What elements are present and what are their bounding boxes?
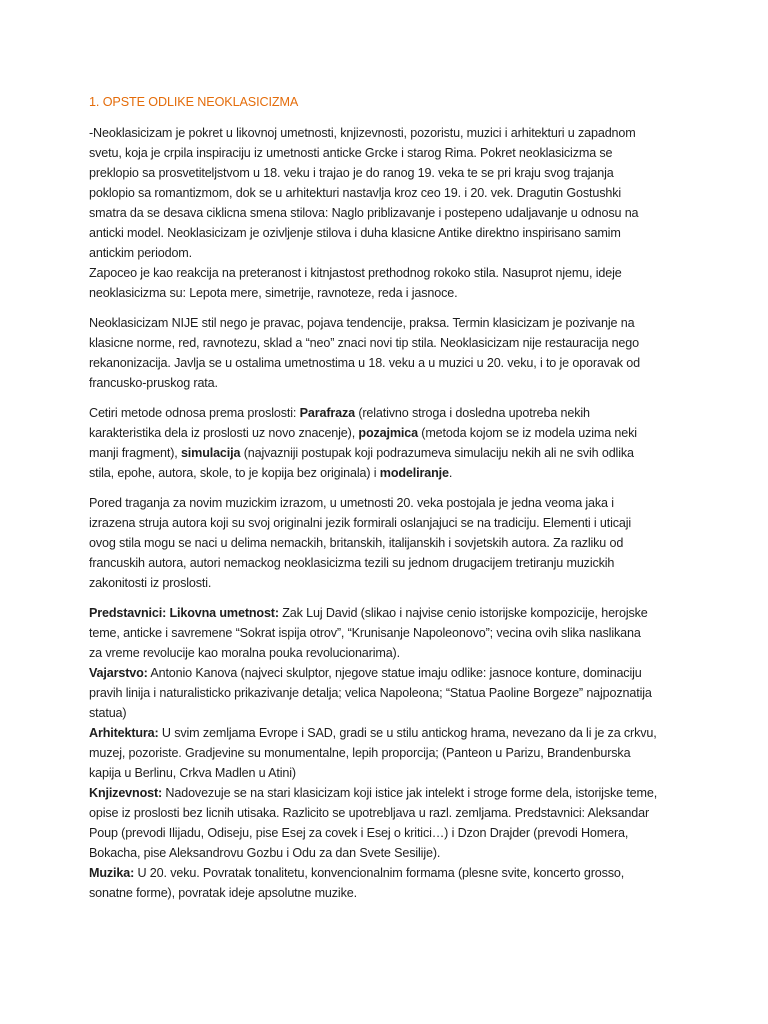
text-line: muzej, pozoriste. Gradjevine su monumentalne, lepih proporcija; (Panteon u Parizu, Brandenburska xyxy=(89,746,631,760)
label-muzika: Muzika: xyxy=(89,866,135,880)
label-knjizevnost: Knjizevnost: xyxy=(89,786,163,800)
text-line: za vreme revolucije kao moralna pouka revolucionarima). xyxy=(89,646,400,660)
text-line xyxy=(89,463,696,483)
text-line: antickim periodom. xyxy=(89,246,192,260)
section-heading: 1. OPSTE ODLIKE NEOKLASICIZMA xyxy=(89,95,299,109)
text-line: Pored traganja za novim muzickim izrazom, u umetnosti 20. veka postojala je jedna veoma jaka i xyxy=(89,496,614,510)
paragraph-representatives xyxy=(89,603,696,903)
paragraph-20th-century xyxy=(89,493,696,593)
text-run: (relativno stroga i dosledna upotreba nekih xyxy=(354,406,590,420)
text-run: (metoda kojom se iz modela uzima neki xyxy=(417,426,637,440)
term-parafraza: Parafraza xyxy=(299,406,355,420)
text-run: (najvazniji postupak koji podrazumeva simulaciju nekih ali ne svih odlika xyxy=(240,446,634,460)
text-line: opise iz proslosti bez licnih utisaka. Razlicito se upotrebljava u razl. zemljama. Predstavnici: Aleksandar xyxy=(89,806,650,820)
text-line: francuskih autora, autori nemackog neoklasicizma tezili su jednom drugacijem tretiranju muzickih xyxy=(89,556,615,570)
text-line xyxy=(89,723,696,743)
text-line: statua) xyxy=(89,706,127,720)
text-run: U 20. veku. Povratak tonalitetu, konvencionalnim formama (plesne svite, koncerto grosso, xyxy=(134,866,625,880)
term-simulacija: simulacija xyxy=(180,446,241,460)
term-pozajmica: pozajmica xyxy=(358,426,418,440)
text-line: svetu, koja je crpila inspiraciju iz umetnosti anticke Grcke i starog Rima. Pokret neoklasicizma se xyxy=(89,146,613,160)
text-line xyxy=(89,443,696,463)
text-run: Zak Luj David (slikao i najvise cenio istorijske kompozicije, herojske xyxy=(278,606,648,620)
text-line: izrazena struja autora koji su svoj originalni jezik formirali oslanjajuci se na tradiciju. Elementi i uticaji xyxy=(89,516,632,530)
text-line xyxy=(89,603,696,623)
label-vajarstvo: Vajarstvo: xyxy=(89,666,148,680)
text-line: smatra da se desava ciklicna smena stilova: Naglo priblizavanje i postepeno udaljavanje u odnosu na xyxy=(89,206,639,220)
text-line: teme, anticke i savremene “Sokrat ispija otrov”, “Krunisanje Napoleonovo”; vecina ovih slika naslikana xyxy=(89,626,641,640)
text-line xyxy=(89,423,696,443)
text-line xyxy=(89,663,696,683)
text-run: Antonio Kanova (najveci skulptor, njegove statue imaju odlike: jasnoce konture, dominaciju xyxy=(147,666,642,680)
text-line: -Neoklasicizam je pokret u likovnoj umetnosti, knjizevnosti, pozoristu, muzici i arhitekturi u zapadnom xyxy=(89,126,636,140)
text-line: Neoklasicizam NIJE stil nego je pravac, pojava tendencije, praksa. Termin klasicizam je pozivanje na xyxy=(89,316,635,330)
text-line: ovog stila mogu se naci u delima nemackih, britanskih, italijanskih i sovjetskih autora. Za razliku od xyxy=(89,536,624,550)
text-run: . xyxy=(448,466,453,480)
text-line: francusko-pruskog rata. xyxy=(89,376,218,390)
paragraph-intro xyxy=(89,123,696,303)
text-line: zakonitosti iz proslosti. xyxy=(89,576,212,590)
text-run: U svim zemljama Evrope i SAD, gradi se u stilu antickog hrama, nevezano da li je za crkvu, xyxy=(158,726,657,740)
label-arhitektura: Arhitektura: xyxy=(89,726,159,740)
text-line: anticki model. Neoklasicizam je ozivljenje stilova i duha klasicne Antike direktno inspirisano samim xyxy=(89,226,621,240)
text-line: poklopio sa romantizmom, dok se u arhitekturi nastavlja kroz ceo 19. i 20. vek. Dragutin Gostushki xyxy=(89,186,621,200)
text-line: rekanonizacija. Javlja se u ostalima umetnostima u 18. veku a u muzici u 20. veku, i to je oporavak od xyxy=(89,356,641,370)
text-line: Bokacha, pise Aleksandrovu Gozbu i Odu za dan Svete Sesilije). xyxy=(89,846,441,860)
text-line xyxy=(89,403,696,423)
text-run: Nadovezuje se na stari klasicizam koji istice jak intelekt i stroge forme dela, istorijske teme, xyxy=(162,786,658,800)
paragraph-methods xyxy=(89,403,696,483)
text-line: Zapoceo je kao reakcija na preteranost i kitnjastost prethodnog rokoko stila. Nasuprot njemu, ideje xyxy=(89,266,622,280)
text-run: Cetiri metode odnosa prema proslosti: xyxy=(89,406,300,420)
text-line: preklopio sa prosvetiteljstvom u 18. veku i trajao je do ranog 19. veka te se pri kraju svog trajanja xyxy=(89,166,614,180)
text-line xyxy=(89,863,696,883)
text-line: sonatne forme), povratak ideje apsolutne muzike. xyxy=(89,886,357,900)
term-modeliranje: modeliranje xyxy=(379,466,449,480)
paragraph-definition xyxy=(89,313,696,393)
text-line: kapija u Berlinu, Crkva Madlen u Atini) xyxy=(89,766,296,780)
text-run: stila, epohe, autora, skole, to je kopija bez originala) i xyxy=(89,466,380,480)
label-likovna-umetnost: Predstavnici: Likovna umetnost: xyxy=(89,606,279,620)
text-line: Poup (prevodi Ilijadu, Odiseju, pise Esej za covek i Esej o kritici…) i Dzon Drajder (prevodi Homera, xyxy=(89,826,629,840)
text-line: pravih linija i naturalisticko prikazivanje detalja; velica Napoleona; “Statua Paoline Borgeze” najpoznatija xyxy=(89,686,652,700)
text-line: neoklasicizma su: Lepota mere, simetrije, ravnoteze, reda i jasnoce. xyxy=(89,286,458,300)
text-line xyxy=(89,783,696,803)
text-run: manji fragment), xyxy=(89,446,181,460)
text-run: karakteristika dela iz proslosti uz novo znacenje), xyxy=(89,426,359,440)
text-line: klasicne norme, red, ravnotezu, sklad a “neo” znaci novi tip stila. Neoklasicizam nije restauracija nego xyxy=(89,336,639,350)
